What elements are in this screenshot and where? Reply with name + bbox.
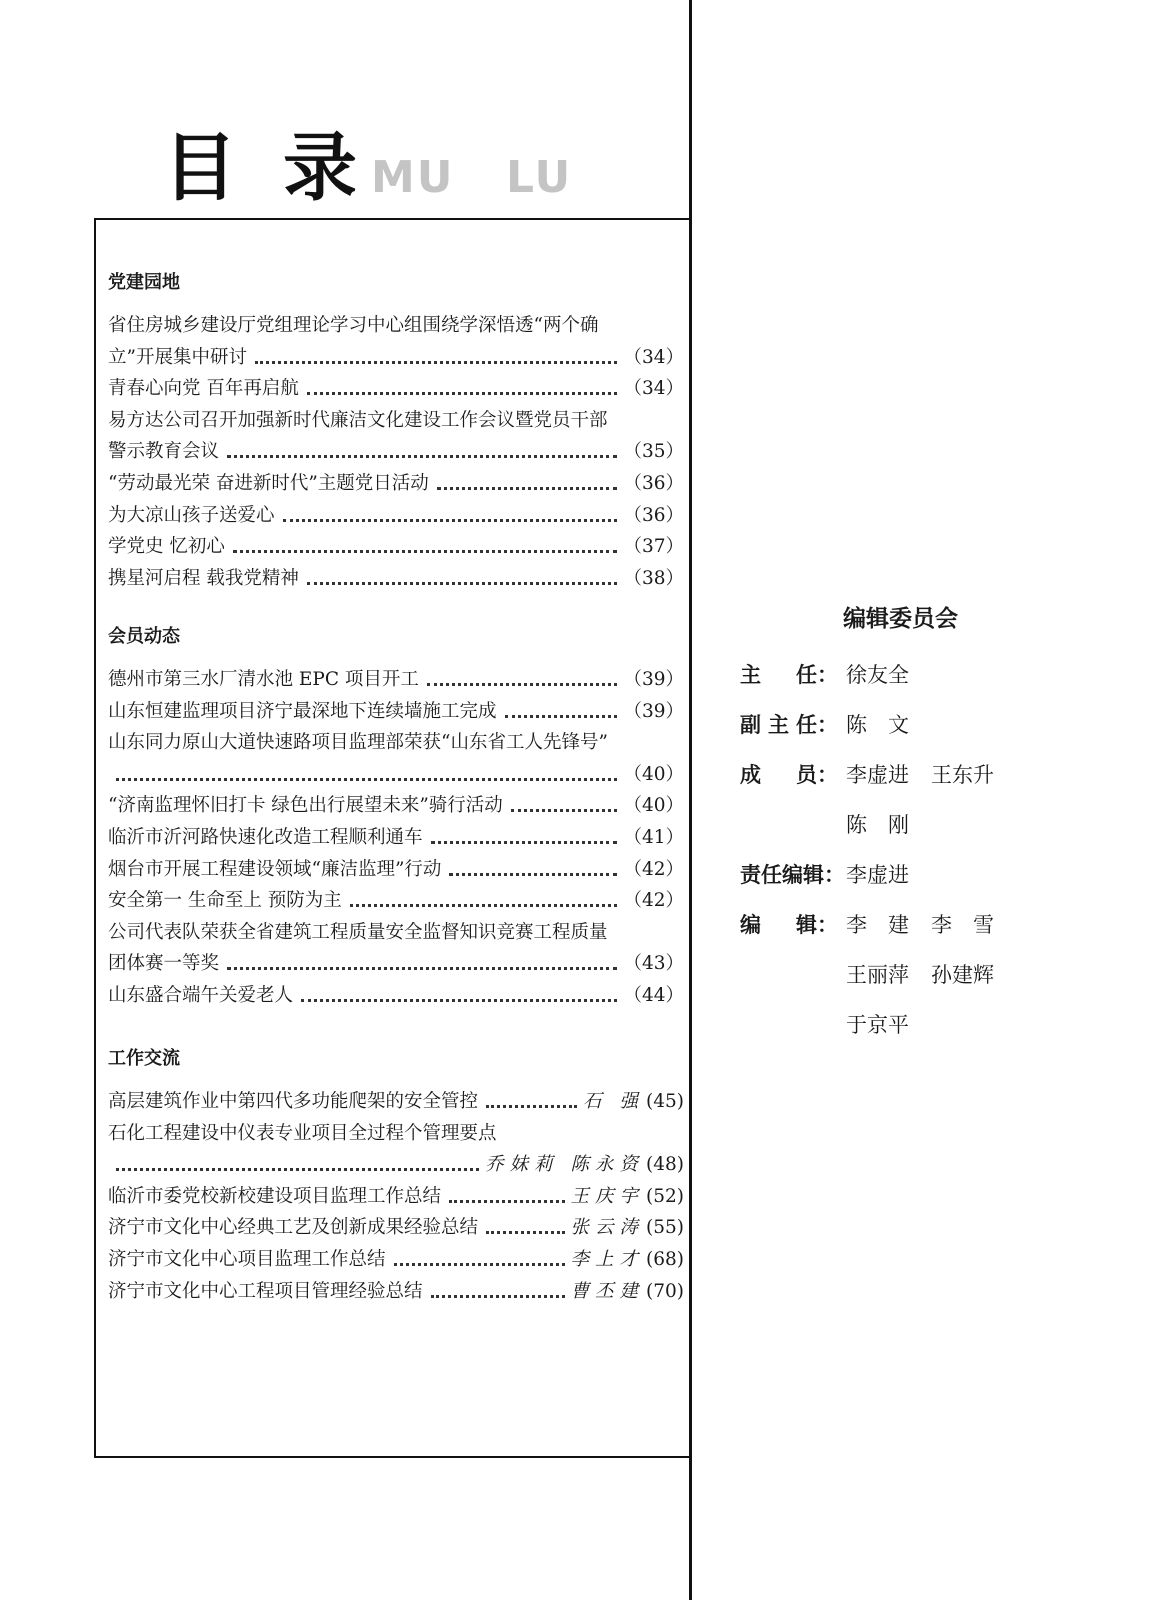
- editorial-board-title: 编辑委员会: [843, 606, 958, 632]
- toc-entry[interactable]: [108, 698, 684, 726]
- toc-entry[interactable]: [108, 1246, 684, 1274]
- toc-entry-page-number: (48): [646, 1154, 684, 1176]
- editorial-member-name: 陈 刚: [846, 813, 909, 837]
- leader-dots: [449, 873, 617, 876]
- toc-entry-page-number: (55): [646, 1217, 684, 1239]
- toc-entry-title: 烟台市开展工程建设领域“廉洁监理”行动: [108, 858, 442, 880]
- toc-entry-title-line1: 省住房城乡建设厅党组理论学习中心组围绕学深悟透“两个确: [108, 315, 599, 336]
- leader-dots: [486, 1105, 577, 1108]
- leader-dots: [255, 361, 617, 364]
- leader-dots: [511, 809, 618, 812]
- toc-entry-page-number: （36）: [623, 504, 684, 526]
- editorial-names: [846, 808, 931, 842]
- editorial-member-name: 王丽萍: [846, 963, 909, 987]
- toc-entry-author: 王庆宇: [570, 1185, 645, 1207]
- toc-entry-page-number: （43）: [623, 953, 684, 975]
- toc-entry-author: 乔妹莉 陈永资: [485, 1154, 645, 1176]
- editorial-member-name: 王东升: [931, 763, 994, 787]
- editorial-member-name: 李 建: [846, 913, 909, 937]
- title-pinyin-lu: LU: [506, 152, 573, 203]
- section-title: 会员动态: [108, 626, 180, 647]
- title-char-lu: 录: [283, 125, 357, 211]
- editorial-names: [846, 908, 1016, 942]
- leader-dots: [227, 455, 617, 458]
- toc-entry-page-number: （40）: [623, 763, 684, 785]
- toc-entry[interactable]: [108, 375, 684, 403]
- toc-entry-page-number: （36）: [623, 473, 684, 494]
- editorial-names: [846, 658, 931, 692]
- toc-entry-title: “劳动最光荣 奋进新时代”主题党日活动: [108, 473, 429, 494]
- editorial-role-char: 责任编辑：: [740, 863, 845, 887]
- editorial-role: [740, 858, 845, 892]
- toc-entry[interactable]: [108, 1151, 684, 1179]
- toc-entry-page-number: (52): [646, 1185, 684, 1207]
- toc-entry-page-number: （38）: [623, 567, 684, 589]
- leader-dots: [394, 1263, 565, 1266]
- editorial-names: [846, 758, 1016, 792]
- editorial-member-name: 孙建辉: [931, 963, 994, 987]
- leader-dots: [427, 683, 618, 686]
- editorial-role: [740, 908, 838, 942]
- toc-entry-title: 德州市第三水厂清水池 EPC 项目开工: [108, 669, 419, 690]
- toc-entry-author: 张云涛: [570, 1217, 645, 1239]
- toc-entry-page-number: （35）: [623, 441, 684, 463]
- leader-dots: [431, 841, 618, 844]
- editorial-role: [740, 708, 838, 742]
- toc-entry[interactable]: [108, 761, 684, 789]
- toc-entry[interactable]: [108, 856, 684, 884]
- toc-entry-title: 团体赛一等奖: [108, 953, 220, 975]
- toc-entry[interactable]: [108, 1088, 684, 1116]
- toc-entry-title: 携星河启程 载我党精神: [108, 567, 299, 589]
- toc-entry-page-number: （39）: [623, 700, 684, 722]
- leader-dots: [437, 487, 618, 490]
- toc-entry[interactable]: [108, 470, 684, 498]
- toc-entry-title: 济宁市文化中心项目监理工作总结: [108, 1249, 386, 1270]
- toc-entry-page-number: (70): [646, 1280, 684, 1302]
- toc-entry-title: 济宁市文化中心经典工艺及创新成果经验总结: [108, 1217, 479, 1239]
- editorial-member-name: 李 雪: [931, 913, 994, 937]
- toc-entry[interactable]: [108, 565, 684, 593]
- leader-dots: [307, 582, 618, 585]
- toc-entry-page-number: （41）: [623, 827, 684, 848]
- toc-entry[interactable]: [108, 438, 684, 466]
- toc-entry[interactable]: [108, 1214, 684, 1242]
- editorial-names: [846, 958, 1016, 992]
- toc-entry[interactable]: [108, 792, 684, 820]
- toc-entry-page-number: (45): [646, 1091, 684, 1112]
- toc-entry-title: “济南监理怀旧打卡 绿色出行展望未来”骑行活动: [108, 795, 503, 817]
- toc-entry-page-number: （39）: [623, 669, 684, 690]
- editorial-role: [740, 758, 838, 792]
- toc-entry-title: 高层建筑作业中第四代多功能爬架的安全管控: [108, 1091, 479, 1112]
- leader-dots: [301, 999, 617, 1002]
- toc-entry[interactable]: [108, 887, 684, 915]
- leader-dots: [233, 550, 618, 553]
- leader-dots: [227, 967, 617, 970]
- toc-entry-title: 山东盛合端午关爱老人: [108, 985, 294, 1006]
- toc-entry-title-line1: 石化工程建设中仪表专业项目全过程个管理要点: [108, 1122, 497, 1144]
- leader-dots: [116, 1168, 479, 1171]
- toc-entry-title: 临沂市沂河路快速化改造工程顺利通车: [108, 827, 423, 848]
- section-title: 工作交流: [108, 1048, 180, 1069]
- leader-dots: [350, 904, 618, 907]
- toc-entry-author: 李上才: [570, 1249, 645, 1270]
- editorial-role-char: 任：: [796, 713, 838, 737]
- toc-entry-title-line1: 公司代表队荣获全省建筑工程质量安全监督知识竞赛工程质量: [108, 921, 608, 943]
- toc-entry[interactable]: [108, 502, 684, 530]
- editorial-role-char: 员：: [796, 763, 838, 787]
- toc-entry-page-number: （34）: [623, 378, 684, 400]
- editorial-role-char: 任：: [796, 663, 838, 687]
- toc-entry[interactable]: [108, 1183, 684, 1211]
- toc-entry-title: 为大凉山孩子送爱心: [108, 504, 275, 526]
- leader-dots: [505, 715, 618, 718]
- toc-entry-page-number: （34）: [623, 346, 684, 368]
- toc-entry[interactable]: [108, 982, 684, 1010]
- toc-entry-author: 曹丕建: [570, 1280, 645, 1302]
- toc-entry-title-line1: 易方达公司召开加强新时代廉洁文化建设工作会议暨党员干部: [108, 409, 608, 431]
- toc-entry[interactable]: [108, 533, 684, 561]
- leader-dots: [283, 519, 618, 522]
- toc-entry-title: 学党史 忆初心: [108, 536, 225, 558]
- editorial-role-char: 主: [768, 713, 789, 737]
- toc-entry-page-number: （42）: [623, 890, 684, 912]
- toc-entry-title: 立”开展集中研讨: [108, 346, 247, 368]
- editorial-role: [740, 658, 838, 692]
- leader-dots: [486, 1231, 564, 1234]
- toc-entry-title-line1: 山东同力原山大道快速路项目监理部荣获“山东省工人先锋号”: [108, 732, 608, 754]
- section-title: 党建园地: [108, 272, 180, 293]
- editorial-member-name: 于京平: [846, 1013, 909, 1037]
- leader-dots: [307, 392, 618, 395]
- editorial-member-name: 徐友全: [846, 663, 909, 687]
- editorial-member-name: 李虚进: [846, 863, 909, 887]
- toc-entry-title: 警示教育会议: [108, 441, 220, 463]
- toc-entry-title: 安全第一 生命至上 预防为主: [108, 890, 342, 912]
- table-of-contents: [94, 218, 690, 1458]
- editorial-member-name: 李虚进: [846, 763, 909, 787]
- toc-entry[interactable]: [108, 666, 684, 694]
- toc-entry-page-number: （42）: [623, 858, 684, 880]
- editorial-role-char: 辑：: [796, 913, 838, 937]
- toc-entry[interactable]: [108, 950, 684, 978]
- title-pinyin-mu: MU: [371, 152, 455, 203]
- toc-entry-title: 临沂市委党校新校建设项目监理工作总结: [108, 1185, 442, 1207]
- leader-dots: [116, 778, 617, 781]
- toc-entry[interactable]: [108, 1278, 684, 1306]
- toc-entry-title: 山东恒建监理项目济宁最深地下连续墙施工完成: [108, 700, 497, 722]
- editorial-names: [846, 1008, 931, 1042]
- toc-entry-page-number: （44）: [623, 985, 684, 1006]
- toc-entry-title: 济宁市文化中心工程项目管理经验总结: [108, 1280, 423, 1302]
- toc-entry[interactable]: [108, 824, 684, 852]
- toc-entry-author: 石 强: [583, 1091, 645, 1112]
- toc-entry-page-number: (68): [646, 1249, 684, 1270]
- title-char-mu: 目: [163, 125, 237, 211]
- editorial-member-name: 陈 文: [846, 713, 909, 737]
- editorial-role-char: 编: [740, 913, 761, 937]
- editorial-names: [846, 708, 931, 742]
- toc-entry-page-number: （40）: [623, 795, 684, 817]
- leader-dots: [431, 1295, 565, 1298]
- editorial-names: [846, 858, 931, 892]
- editorial-role-char: 主: [740, 663, 761, 687]
- editorial-role-char: 副: [740, 713, 761, 737]
- toc-entry-page-number: （37）: [623, 536, 684, 558]
- toc-entry[interactable]: [108, 344, 684, 372]
- leader-dots: [449, 1200, 564, 1203]
- editorial-role-char: 成: [740, 763, 761, 787]
- toc-entry-title: 青春心向党 百年再启航: [108, 378, 299, 400]
